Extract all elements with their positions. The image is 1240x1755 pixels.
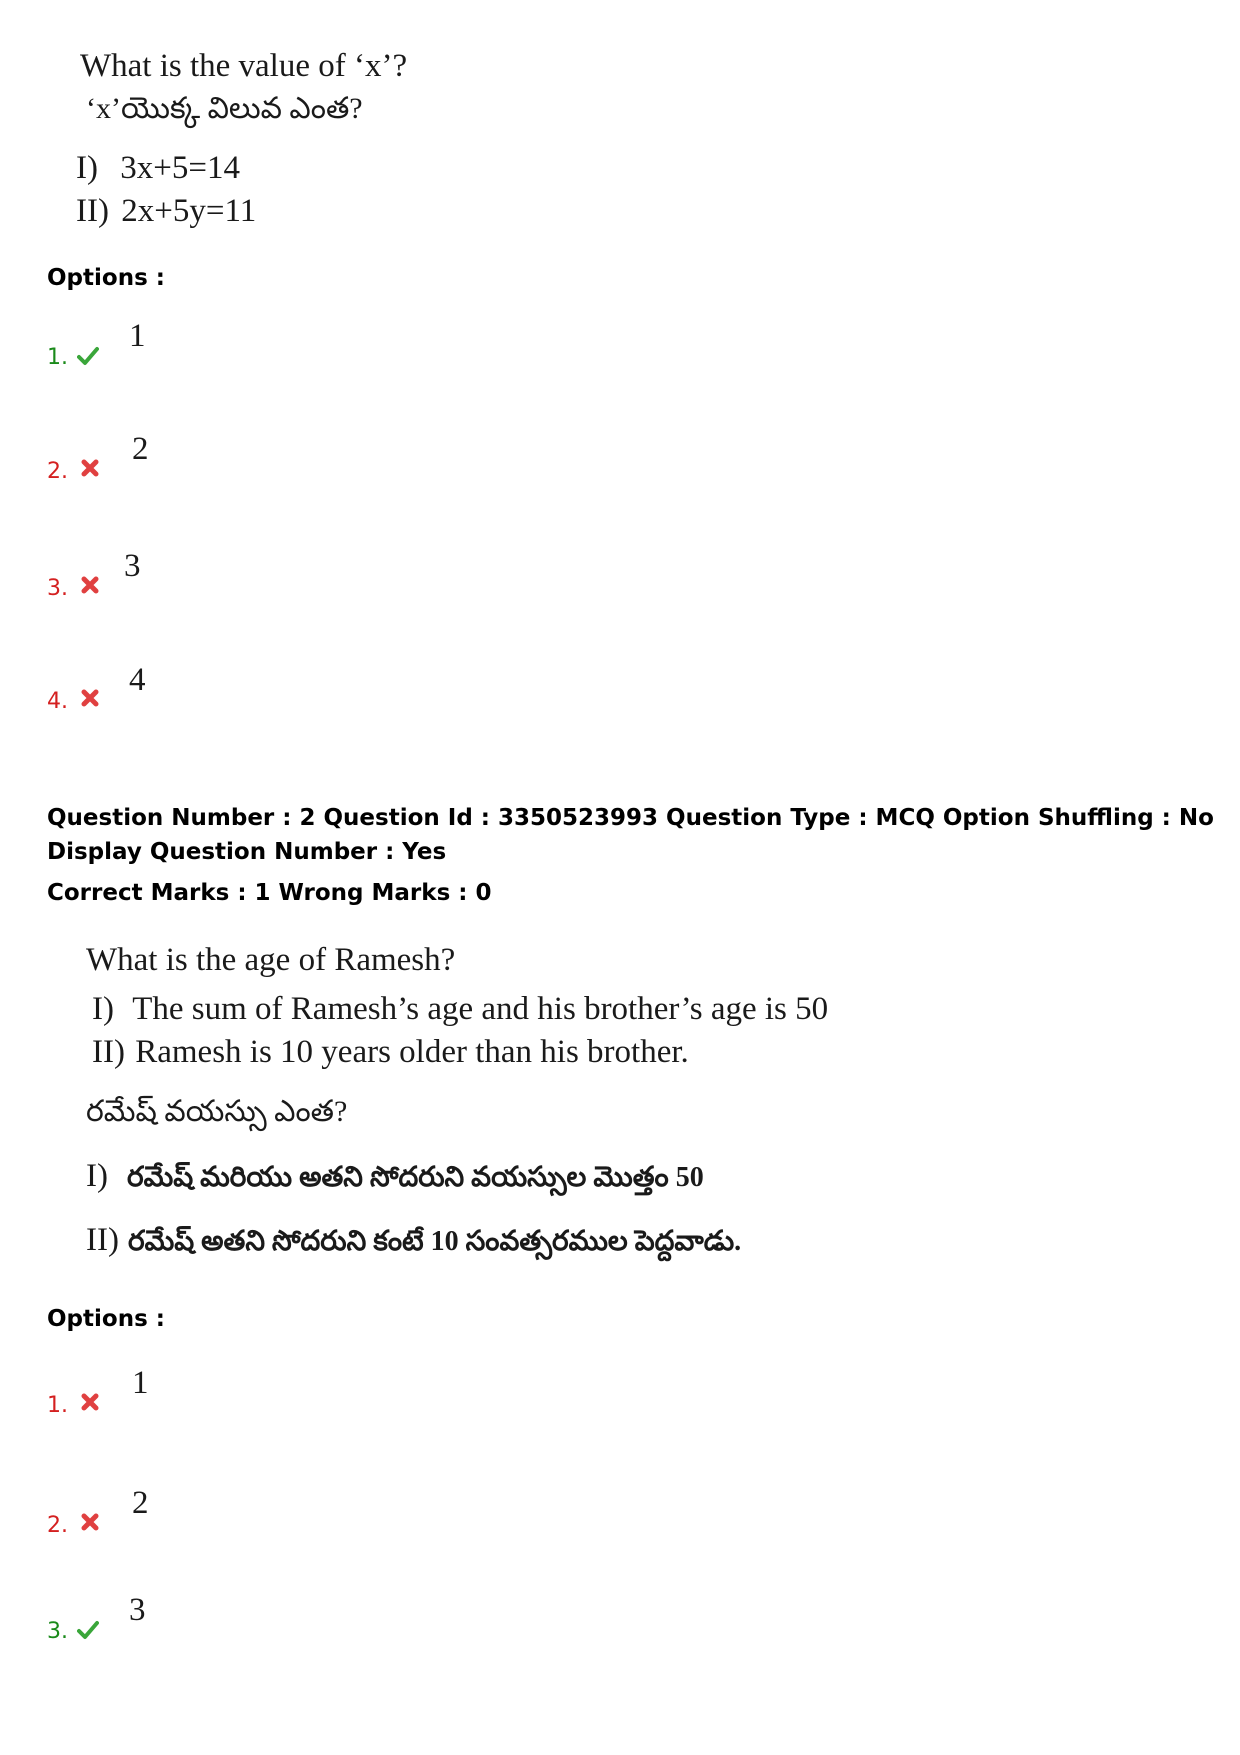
q1-statement-1 [76, 150, 240, 187]
q1-option-2[interactable] [47, 431, 247, 499]
q2-question-en: What is the age of Ramesh? [86, 942, 456, 978]
option-number: 2. [47, 459, 68, 484]
q2-options-heading: Options : [47, 1306, 165, 1332]
statement-text: రమేష్ అతని సోదరుని కంటే 10 సంవత్సరముల పెద్దవాడు. [127, 1226, 742, 1257]
option-value: 1 [132, 1365, 149, 1401]
option-value: 3 [124, 548, 141, 584]
check-icon [77, 345, 99, 367]
q2-statement-en-1 [92, 991, 828, 1028]
cross-icon [79, 457, 101, 479]
cross-icon [79, 1511, 101, 1533]
statement-label: I) [92, 991, 114, 1027]
check-icon [77, 1619, 99, 1641]
statement-text: The sum of Ramesh’s age and his brother’s age is 50 [132, 991, 829, 1027]
q1-option-1[interactable] [47, 318, 247, 385]
option-number: 1. [47, 1393, 68, 1418]
statement-label: II) [86, 1222, 119, 1258]
q2-statement-te-1 [86, 1158, 704, 1200]
q1-option-3[interactable] [47, 548, 247, 616]
option-number: 1. [47, 345, 68, 370]
statement-label: II) [92, 1034, 125, 1070]
q2-statement-te-2 [86, 1222, 741, 1264]
option-value: 2 [132, 1485, 149, 1521]
statement-text: రమేష్ మరియు అతని సోదరుని వయస్సుల మొత్తం 50 [126, 1162, 704, 1193]
q1-question-te: ‘x’యొక్క విలువ ఎంత? [86, 92, 363, 125]
q2-meta-line-3: Correct Marks : 1 Wrong Marks : 0 [47, 880, 492, 906]
option-number: 2. [47, 1513, 68, 1538]
q2-statement-en-2 [92, 1034, 689, 1071]
option-number: 3. [47, 576, 68, 601]
statement-label: I) [86, 1158, 108, 1194]
statement-text: 3x+5=14 [120, 150, 240, 186]
q2-option-2[interactable] [47, 1485, 247, 1553]
option-value: 1 [129, 318, 146, 354]
q2-meta-line-1: Question Number : 2 Question Id : 3350523993 Question Type : MCQ Option Shuffling : No [47, 805, 1214, 831]
statement-label: II) [76, 193, 109, 229]
q2-option-1[interactable] [47, 1365, 247, 1433]
q1-option-4[interactable] [47, 662, 247, 729]
q1-statement-2 [76, 193, 256, 230]
option-number: 3. [47, 1619, 68, 1644]
cross-icon [79, 574, 101, 596]
q2-question-te: రమేష్ వయస్సు ఎంత? [86, 1095, 348, 1128]
statement-label: I) [76, 150, 98, 186]
option-value: 2 [132, 431, 149, 467]
option-number: 4. [47, 689, 68, 714]
cross-icon [79, 687, 101, 709]
q1-options-heading: Options : [47, 265, 165, 291]
option-value: 3 [129, 1592, 146, 1628]
q2-option-3[interactable] [47, 1592, 247, 1659]
q1-question-en: What is the value of ‘x’? [80, 48, 408, 84]
statement-text: Ramesh is 10 years older than his brother. [135, 1034, 689, 1070]
q2-meta-line-2: Display Question Number : Yes [47, 839, 447, 865]
cross-icon [79, 1391, 101, 1413]
option-value: 4 [129, 662, 146, 698]
statement-text: 2x+5y=11 [121, 193, 257, 229]
